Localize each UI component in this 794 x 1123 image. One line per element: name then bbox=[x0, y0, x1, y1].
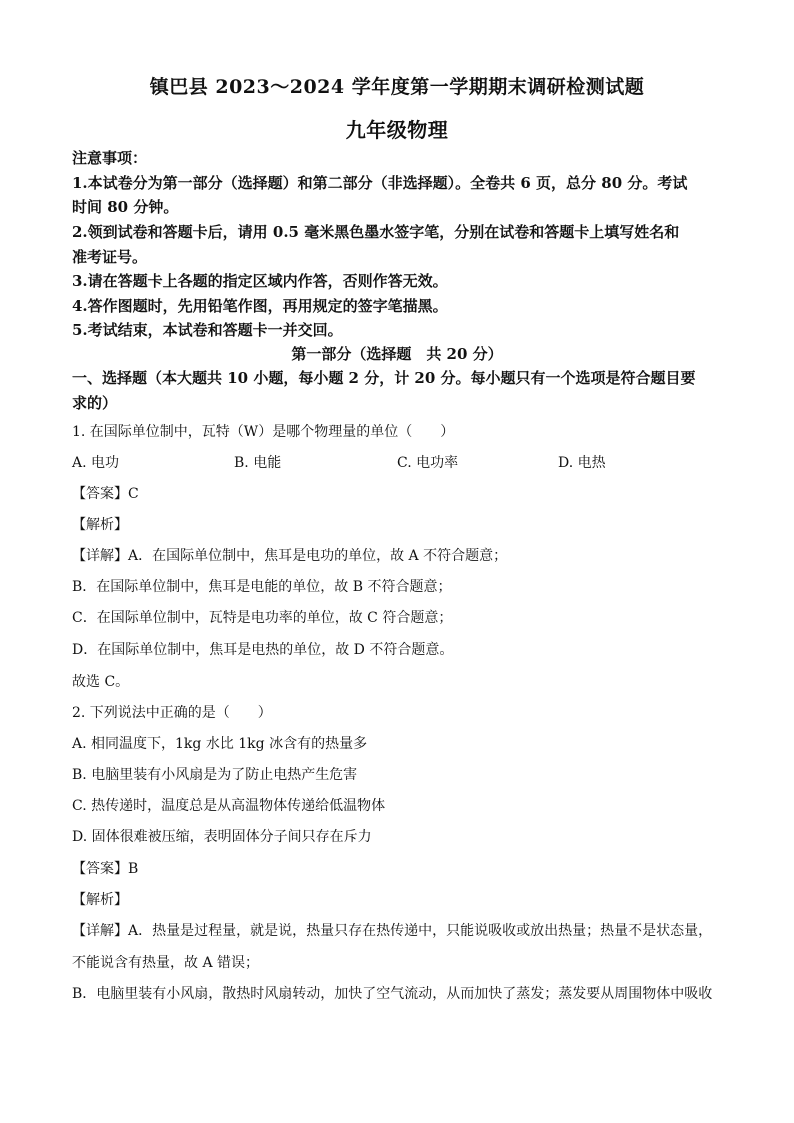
option-b: B. 电能 bbox=[234, 455, 282, 471]
detail-line: C．在国际单位制中，瓦特是电功率的单位，故 C 符合题意； bbox=[72, 610, 453, 626]
option-c: C. 电功率 bbox=[397, 455, 459, 471]
detail-line: 【详解】A．热量是过程量，就是说，热量只存在热传递中，只能说吸收或放出热量；热量不是状态量， bbox=[72, 923, 713, 939]
detail-line: 【详解】A．在国际单位制中，焦耳是电功的单位，故 A 不符合题意； bbox=[72, 548, 508, 564]
answer-label: 【答案】C bbox=[72, 486, 139, 502]
option-d: D. 电热 bbox=[558, 455, 606, 471]
detail-line: 不能说含有热量，故 A 错误； bbox=[72, 955, 260, 971]
analysis-label: 【解析】 bbox=[72, 517, 128, 533]
detail-line: B．电脑里装有小风扇，散热时风扇转动，加快了空气流动，从而加快了蒸发；蒸发要从周围物体中吸收 bbox=[72, 986, 713, 1002]
notice-heading: 注意事项： bbox=[72, 149, 148, 167]
section-instruction-cont: 求的） bbox=[72, 394, 118, 412]
section-instruction: 一、选择题（本大题共 10 小题，每小题 2 分，计 20 分。每小题只有一个选项是符合题目要 bbox=[72, 369, 696, 387]
answer-label: 【答案】B bbox=[72, 861, 139, 877]
option-a: A. 相同温度下，1kg 水比 1kg 冰含有的热量多 bbox=[72, 736, 368, 752]
notice-item: 2.领到试卷和答题卡后，请用 0.5 毫米黑色墨水签字笔，分别在试卷和答题卡上填写姓名和 bbox=[72, 223, 680, 241]
question-1-options bbox=[72, 452, 722, 474]
option-a: A. 电功 bbox=[72, 455, 120, 471]
notice-item: 时间 80 分钟。 bbox=[72, 198, 179, 216]
option-c: C. 热传递时，温度总是从高温物体传递给低温物体 bbox=[72, 798, 386, 814]
detail-line: B．在国际单位制中，焦耳是电能的单位，故 B 不符合题意； bbox=[72, 579, 452, 595]
analysis-label: 【解析】 bbox=[72, 892, 128, 908]
option-d: D. 固体很难被压缩，表明固体分子间只存在斥力 bbox=[72, 829, 372, 845]
conclusion: 故选 C。 bbox=[72, 674, 130, 690]
exam-subtitle: 九年级物理 bbox=[345, 118, 449, 142]
notice-item: 准考证号。 bbox=[72, 248, 148, 266]
notice-item: 3.请在答题卡上各题的指定区域内作答，否则作答无效。 bbox=[72, 272, 448, 290]
option-b: B. 电脑里装有小风扇是为了防止电热产生危害 bbox=[72, 767, 358, 783]
question-1-stem: 1. 在国际单位制中，瓦特（W）是哪个物理量的单位（ ） bbox=[72, 424, 455, 440]
notice-item: 4.答作图题时，先用铅笔作图，再用规定的签字笔描黑。 bbox=[72, 297, 448, 315]
notice-item: 1.本试卷分为第一部分（选择题）和第二部分（非选择题）。全卷共 6 页，总分 80 分。考试 bbox=[72, 174, 688, 192]
detail-line: D．在国际单位制中，焦耳是电热的单位，故 D 不符合题意。 bbox=[72, 642, 454, 658]
part-one-title: 第一部分（选择题 共 20 分） bbox=[291, 345, 503, 363]
exam-title: 镇巴县 2023～2024 学年度第一学期期末调研检测试题 bbox=[149, 76, 645, 98]
notice-item: 5.考试结束，本试卷和答题卡一并交回。 bbox=[72, 321, 343, 339]
question-2-stem: 2. 下列说法中正确的是（ ） bbox=[72, 705, 272, 721]
